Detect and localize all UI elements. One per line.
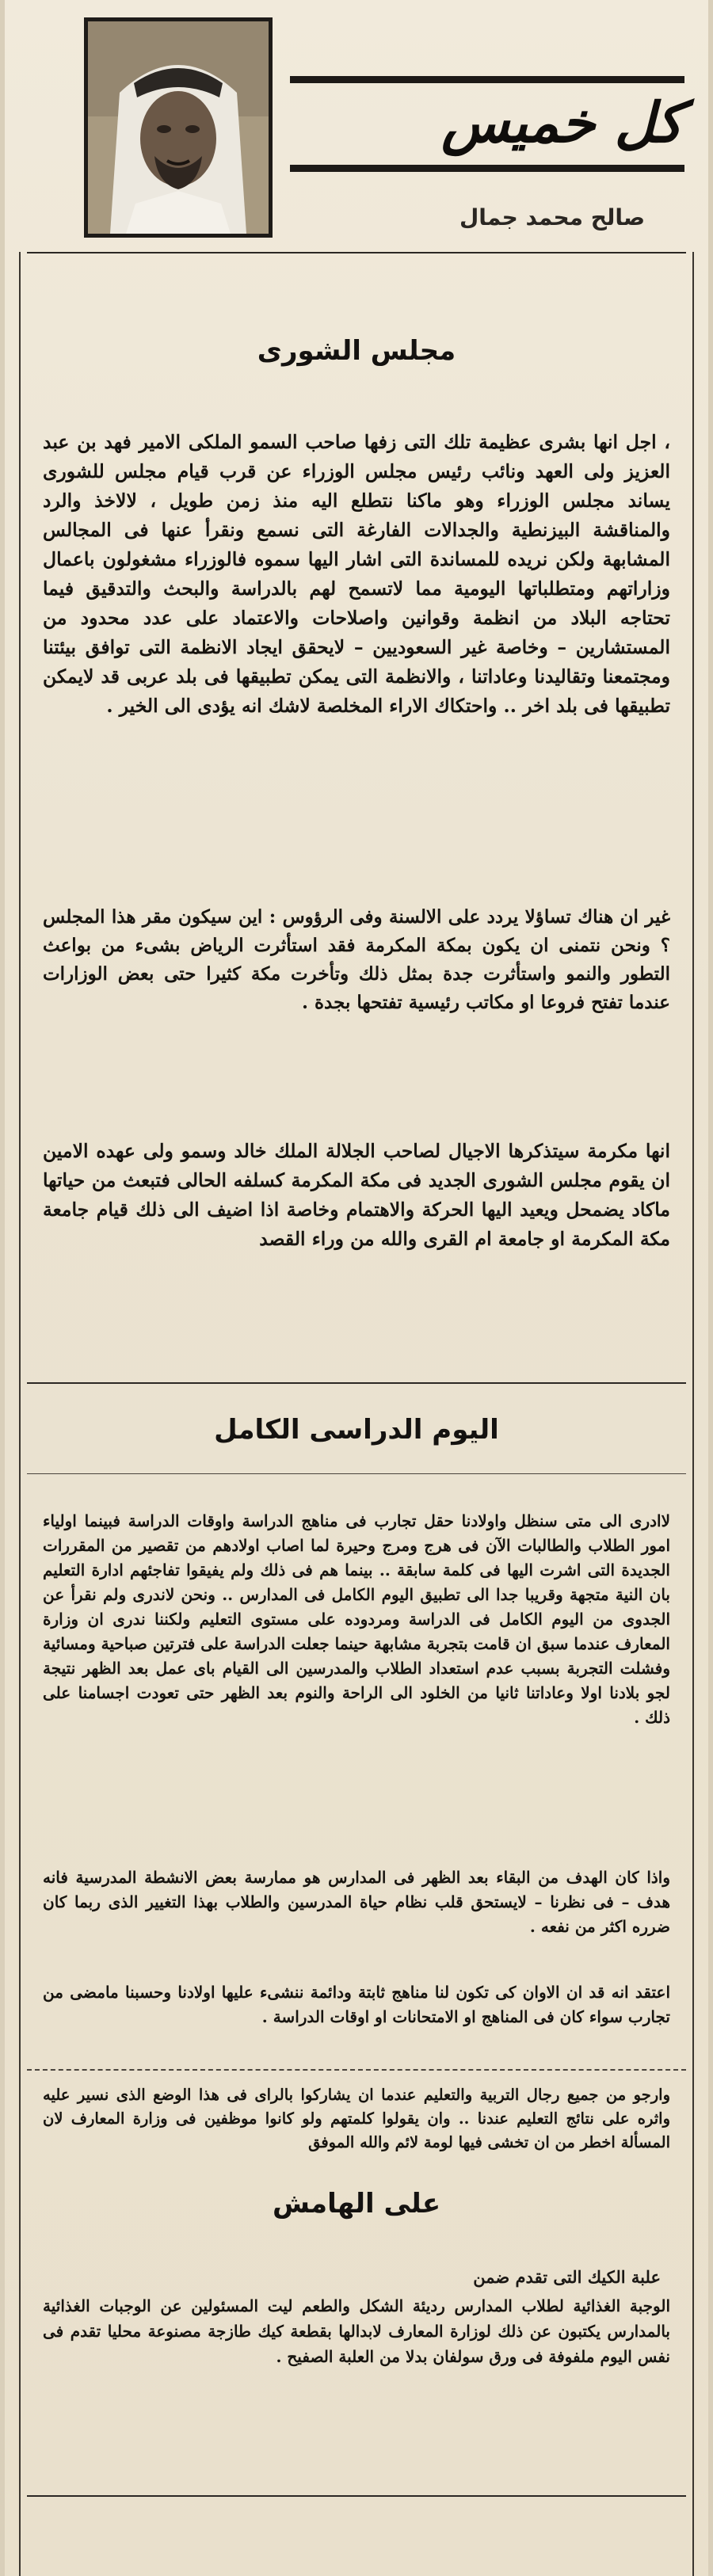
section-divider xyxy=(27,1382,686,1384)
section-divider xyxy=(27,1473,686,1474)
section-heading-school-day: اليوم الدراسى الكامل xyxy=(214,1414,499,1446)
paragraph: غير ان هناك تساؤلا يردد على الالسنة وفى الرؤوس : اين سيكون مقر هذا المجلس ؟ ونحن نتمنى ان يكون بمكة المكرمة فقد استأثرت الرياض بشىء من بواعث التطور والنمو واستأثرت جدة بمثل ذلك وتأخرت مكة كثيرا حتى بعض الوزارات عندما تفتح فروعا او مكاتب رئيسية تفتحها بجدة . xyxy=(43,906,670,1013)
section-heading-margin: على الهامش xyxy=(272,2188,441,2220)
column-masthead xyxy=(5,0,708,238)
author-byline: صالح محمد جمال xyxy=(459,204,645,231)
masthead-rule-top xyxy=(290,76,684,83)
paragraph: ، اجل انها بشرى عظيمة تلك التى زفها صاحب السمو الملكى الامير فهد بن عبد العزيز ولى العهد ونائب رئيس مجلس الوزراء عن قرب قيام مجلس للشورى يساند مجلس الوزراء وهو ماكنا نتطلع اليه منذ زمن طويل ، لالاخذ والرد والمناقشة البيزنطية والجدالات الفارغة التى نسمع ونقرأ عنها فى المجالس المشابهة ولكن نريده للمساندة التى اشار اليها سموه فالوزراء مشغولون باعمال وزاراتهم ومتطلباتها اليومية مما لاتسمح لهم بالدراسة والبحث والتدقيق فيما تحتاجه البلاد من انظمة وقوانين واصلاحات والاعتماد على عدد محدود من المستشارين – وخاصة غير السعوديين – لايحقق ايجاد الانظمة التى توافق بيئتنا ومجتمعنا وتقاليدنا وعاداتنا ، والانظمة التى يمكن تطبيقها فى بلد عربى قد لايمكن تطبيقها فى بلد اخر .. واحتكاك الاراء المخلصة لاشك انه يؤدى الى الخير . xyxy=(43,431,670,717)
paragraph: واذا كان الهدف من البقاء بعد الظهر فى المدارس هو ممارسة بعض الانشطة المدرسية فانه هدف – فى نظرنا – لايستحق قلب نظام حياة المدرسين والطلاب بهذا التغيير الذى ربما كان ضرره اكثر من نفعه . xyxy=(43,1868,670,1936)
page-bottom-rule xyxy=(27,2495,686,2497)
paragraph: اعتقد انه قد ان الاوان كى تكون لنا مناهج ثابتة ودائمة ننشىء عليها اولادنا وحسبنا مامضى من تجارب سواء كان فى المناهج او الامتحانات او اوقات الدراسة . xyxy=(43,1983,670,2026)
paragraph: انها مكرمة سيتذكرها الاجيال لصاحب الجلالة الملك خالد وسمو ولى عهده الامين ان يقوم مجلس الشورى الجديد فى مكة المكرمة كسلفه الحالى فتبعث من حياتها ماكاد يضمحل ويعيد اليها الحركة والاهتمام وخاصة اذا اضيف الى ذلك قيام جامعة مكة المكرمة او جامعة ام القرى والله من وراء القصد xyxy=(43,1140,670,1250)
masthead-rule-bottom xyxy=(290,165,684,172)
subheading: علبة الكيك التى تقدم ضمن xyxy=(473,2267,661,2287)
paragraph: لاادرى الى متى سنظل واولادنا حقل تجارب فى مناهج الدراسة واوقات الدراسة فبينما اولياء امور الطلاب والطالبات الآن فى هرج ومرج وحيرة لما اصاب اولادهم من تقصير من المقررات الجديدة التى اشرت اليها فى كلمة سابقة .. بينما هم فى ذلك ولم يفيقوا تفاجئهم ادارة التعليم بان النية متجهة وقريبا جدا الى تطبيق اليوم الكامل فى المدارس .. ونحن لاندرى ولم نقرأ عن الجدوى من اليوم الكامل فى الدراسة ومردوده على مستوى التعليم ولكننا ندرى ان وزارة المعارف عندما سبق ان قامت بتجربة مشابهة حينما جعلت الدراسة على فترتين صباحية ومسائية وفشلت التجربة بسبب عدم استعداد الطلاب والمدرسين الى القيام باى عمل بعد الظهر نتيجة لجو بلادنا اولا وعاداتنا ثانيا من الخلود الى الراحة والنوم بعد الظهر حتى تعودت اجسامنا على ذلك . xyxy=(43,1511,670,1727)
paragraph: الوجبة الغذائية لطلاب المدارس رديئة الشكل والطعم ليت المسئولين عن الوجبات الغذائية بالمدارس يكتبون عن ذلك لوزارة المعارف لابدالها بقطعة كيك طازجة مصنوعة محليا تقدم فى نفس اليوم ملفوفة فى ورق سولفان بدلا من العلبة الصفيح . xyxy=(43,2296,670,2366)
section-divider xyxy=(27,2069,686,2071)
section-heading-shura: مجلس الشورى xyxy=(257,335,456,367)
author-portrait xyxy=(84,17,273,238)
portrait-image xyxy=(88,21,269,234)
paragraph: وارجو من جميع رجال التربية والتعليم عندما ان يشاركوا بالراى فى هذا الوضع الذى نسير عليه واثره على نتائج التعليم عندنا .. وان يقولوا كلمتهم ولو كانوا موظفين فى وزارة المعارف لان المسألة اخطر من ان تخشى فيها لومة لائم والله الموفق xyxy=(43,2086,670,2151)
column-title: كل خميس xyxy=(441,90,683,155)
